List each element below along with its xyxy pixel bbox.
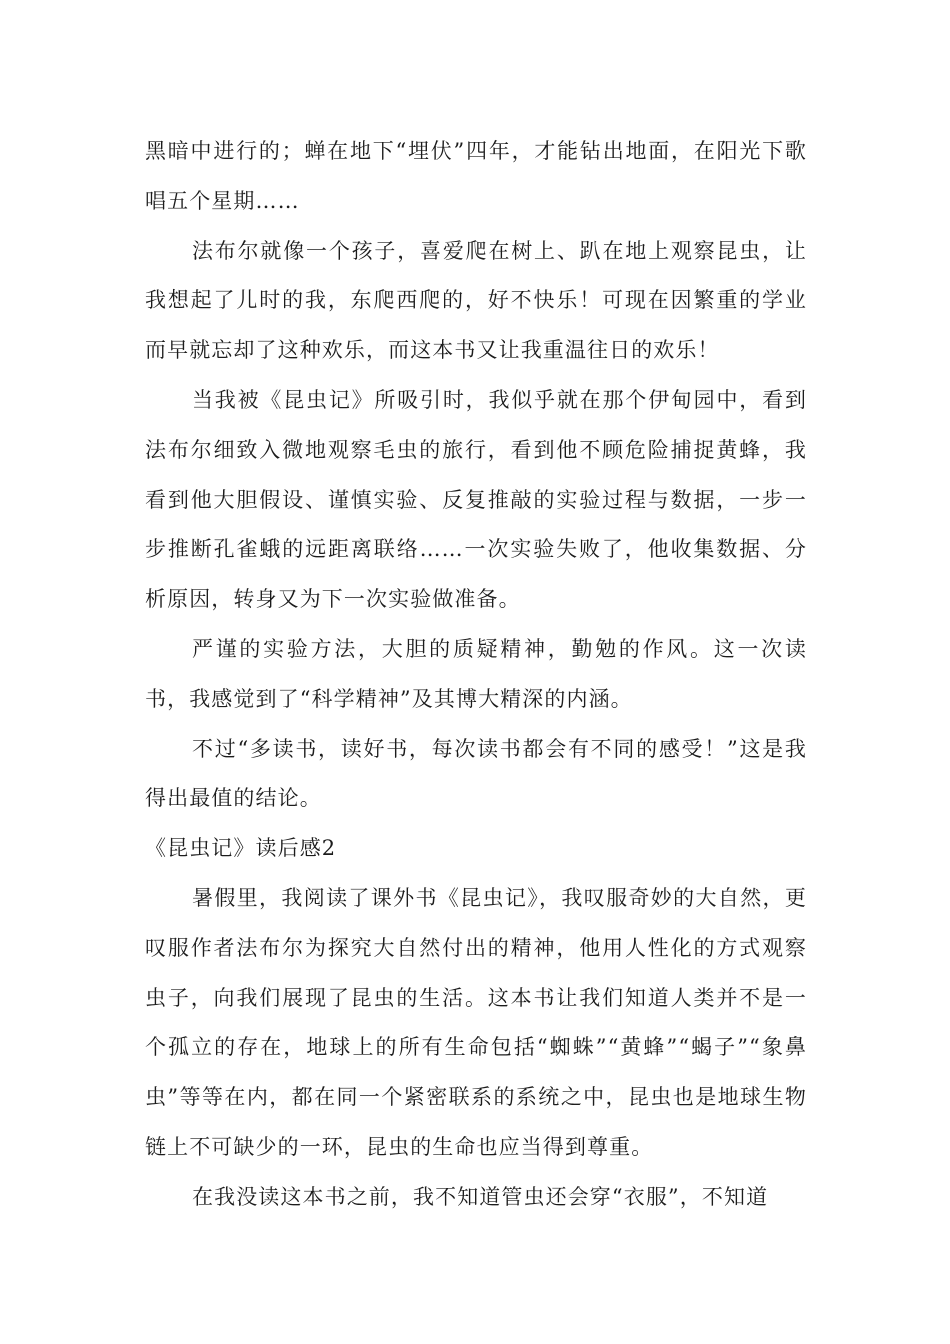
paragraph-experiments: 当我被《昆虫记》所吸引时，我似乎就在那个伊甸园中，看到法布尔细致入微地观察毛虫的旅行，看到他不顾危险捕捉黄蜂，我看到他大胆假设、谨慎实验、反复推敲的实验过程与数据，一步一步推断孔雀蛾的远距离联络……一次实验失败了，他收集数据、分析原因，转身又为下一次实验做准备。 (145, 387, 807, 612)
section-heading: 《昆虫记》读后感2 (145, 836, 337, 861)
paragraph-conclusion: 不过“多读书，读好书，每次读书都会有不同的感受！”这是我得出最值的结论。 (145, 736, 807, 811)
paragraph-before-reading: 在我没读这本书之前，我不知道管虫还会穿“衣服”，不知道 (192, 1184, 769, 1209)
document-body (145, 127, 807, 1223)
paragraph-scientific-spirit: 严谨的实验方法，大胆的质疑精神，勤勉的作风。这一次读书，我感觉到了“科学精神”及其博大精深的内涵。 (145, 636, 807, 711)
paragraph-summer-reading: 暑假里，我阅读了课外书《昆虫记》，我叹服奇妙的大自然，更叹服作者法布尔为探究大自然付出的精神，他用人性化的方式观察虫子，向我们展现了昆虫的生活。这本书让我们知道人类并不是一个孤立的存在，地球上的所有生命包括“蜘蛛”“黄蜂”“蝎子”“象鼻虫”等等在内，都在同一个紧密联系的系统之中，昆虫也是地球生物链上不可缺少的一环，昆虫的生命也应当得到尊重。 (145, 885, 807, 1159)
paragraph-childhood-memory: 法布尔就像一个孩子，喜爱爬在树上、趴在地上观察昆虫，让我想起了儿时的我，东爬西爬的，好不快乐！可现在因繁重的学业而早就忘却了这种欢乐，而这本书又让我重温往日的欢乐！ (145, 238, 807, 363)
paragraph-continuation: 黑暗中进行的；蝉在地下“埋伏”四年，才能钻出地面，在阳光下歌唱五个星期…… (145, 139, 807, 213)
